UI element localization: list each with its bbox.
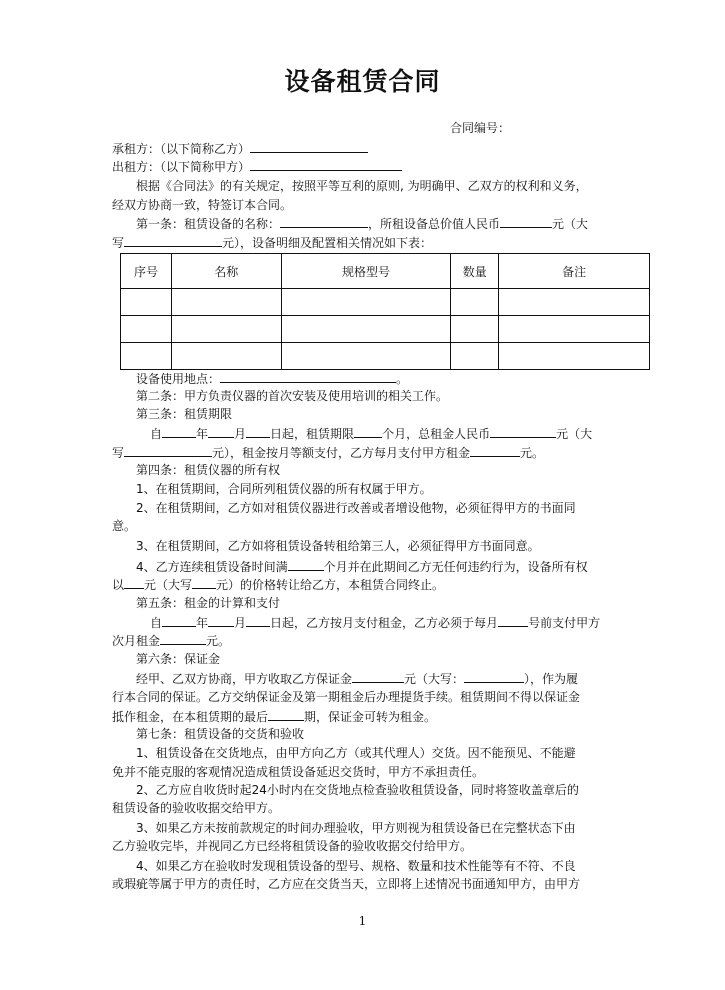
article-3-line-1: 自 年 月 日起，租赁期限 个月，总租金人民币 元（大 <box>150 427 593 441</box>
article-7-item-4b: 或瑕疵等属于甲方的责任时，乙方应在交货当天，立即将上述情况书面通知甲方，由甲方 <box>112 877 581 891</box>
article-7-item-2a: 2、乙方应自收货时起24小时内在交货地点检查验收租赁设备，同时将签收盖章后的 <box>136 783 579 797</box>
article-4-title: 第四条：租赁仪器的所有权 <box>136 463 281 477</box>
article-4-item-4a: 4、乙方连续租赁设备时间满 个月并在此期间乙方无任何违约行为，设备所有权 <box>136 560 588 574</box>
table-cell[interactable] <box>171 343 281 370</box>
table-cell[interactable] <box>499 316 650 343</box>
table-cell[interactable] <box>451 343 499 370</box>
col-header-name: 名称 <box>171 254 281 289</box>
table-cell[interactable] <box>121 316 172 343</box>
col-header-remarks: 备注 <box>499 254 650 289</box>
transfer-price-blank[interactable] <box>124 576 144 589</box>
table-cell[interactable] <box>499 343 650 370</box>
final-period-blank[interactable] <box>268 708 304 721</box>
article-6-line-2: 行本合同的保证。乙方交纳保证金及第一期租金后办理提货手续。租赁期间不得以保证金 <box>112 690 581 704</box>
lessee-line: 承租方：（以下简称乙方） <box>112 140 632 157</box>
lease-term-blank[interactable] <box>354 425 382 438</box>
page-title: 设备租赁合同 <box>284 67 441 96</box>
article-6-line-1: 经甲、乙双方协商，甲方收取乙方保证金 元（大写： ），作为履 <box>136 672 579 686</box>
total-rent-blank[interactable] <box>490 425 556 438</box>
article-5-line-1: 自 年 月 日起，乙方按月支付租金，乙方必须于每月 号前支付甲方 <box>150 616 601 630</box>
equipment-name-blank[interactable] <box>280 215 368 228</box>
intro-paragraph-2: 经双方协商一致，特签订本合同。 <box>112 198 293 212</box>
lessee-blank[interactable] <box>250 140 368 153</box>
deposit-words-blank[interactable] <box>464 670 524 683</box>
article-4-item-2a: 2、在租赁期间，乙方如对租赁仪器进行改善或者增设他物，必须征得甲方的书面同 <box>136 501 576 515</box>
total-value-words-blank[interactable] <box>124 234 222 247</box>
article-7-item-4a: 4、如果乙方在验收时发现租赁设备的型号、规格、数量和技术性能等有不符、不良 <box>136 859 576 873</box>
payment-start-day-blank[interactable] <box>246 614 270 627</box>
total-rent-words-blank[interactable] <box>124 444 212 457</box>
table-cell[interactable] <box>499 289 650 316</box>
article-7-item-1b: 免并不能克服的客观情况造成租赁设备延迟交货时，甲方不承担责任。 <box>112 765 485 779</box>
monthly-rent-blank[interactable] <box>470 444 520 457</box>
article-3-title: 第三条：租赁期限 <box>136 407 233 421</box>
article-7-item-3b: 乙方验收完毕，并视同乙方已经将租赁设备的验收收据交付给甲方。 <box>112 839 473 853</box>
article-4-item-2b: 意。 <box>112 519 137 533</box>
table-cell[interactable] <box>171 316 281 343</box>
article-6-line-3: 抵作租金，在本租赁期的最后 期，保证金可转为租金。 <box>112 710 437 724</box>
contract-number-label: 合同编号： <box>450 121 511 135</box>
table-cell[interactable] <box>281 289 451 316</box>
lessor-line: 出租方：（以下简称甲方） <box>112 158 632 175</box>
article-4-item-1: 1、在租赁期间，合同所列租赁仪器的所有权属于甲方。 <box>136 482 432 496</box>
page-number: 1 <box>358 914 367 928</box>
intro-paragraph-1: 根据《合同法》的有关规定，按照平等互利的原则, 为明确甲、乙双方的权利和义务， <box>136 179 588 193</box>
table-cell[interactable] <box>171 289 281 316</box>
payment-start-year-blank[interactable] <box>162 614 196 627</box>
table-cell[interactable] <box>281 316 451 343</box>
table-row <box>121 316 650 343</box>
equipment-table <box>120 253 650 370</box>
table-row <box>121 343 650 370</box>
article-5-line-2: 次月租金 元。 <box>112 634 231 648</box>
deposit-amount-blank[interactable] <box>352 670 404 683</box>
article-1-line-2: 写 元），设备明细及配置相关情况如下表： <box>112 236 433 250</box>
continuous-months-blank[interactable] <box>288 558 324 571</box>
next-month-rent-blank[interactable] <box>160 632 206 645</box>
table-header-row <box>121 254 650 289</box>
start-month-blank[interactable] <box>208 425 234 438</box>
usage-location-line: 设备使用地点： 。 <box>136 372 409 386</box>
article-7-item-3a: 3、如果乙方未按前款规定的时间办理验收，甲方则视为租赁设备已在完整状态下由 <box>136 821 576 835</box>
total-value-blank[interactable] <box>500 215 552 228</box>
payment-start-month-blank[interactable] <box>208 614 234 627</box>
col-header-quantity: 数量 <box>451 254 499 289</box>
start-year-blank[interactable] <box>162 425 196 438</box>
article-7-item-2b: 租赁设备的验收收据交给甲方。 <box>112 801 281 815</box>
article-7-title: 第七条：租赁设备的交货和验收 <box>136 727 305 741</box>
table-cell[interactable] <box>281 343 451 370</box>
table-cell[interactable] <box>121 289 172 316</box>
article-5-title: 第五条：租金的计算和支付 <box>136 596 281 610</box>
article-4-item-3: 3、在租赁期间，乙方如将租赁设备转租给第三人，必须征得甲方书面同意。 <box>136 539 540 553</box>
transfer-price-words-blank[interactable] <box>192 576 216 589</box>
article-6-title: 第六条：保证金 <box>136 652 221 666</box>
table-cell[interactable] <box>121 343 172 370</box>
article-1-line-1: 第一条：租赁设备的名称： ，所租设备总价值人民币 元（大 <box>136 217 589 231</box>
lessor-blank[interactable] <box>250 158 402 171</box>
payment-day-blank[interactable] <box>498 614 528 627</box>
article-3-line-2: 写 元），租金按月等额支付，乙方每月支付甲方租金 元。 <box>112 446 545 460</box>
usage-location-blank[interactable] <box>220 370 396 383</box>
col-header-index: 序号 <box>121 254 172 289</box>
table-cell[interactable] <box>451 316 499 343</box>
article-4-item-4b: 以 元（大写 元）的价格转让给乙方，本租赁合同终止。 <box>112 578 445 592</box>
col-header-spec: 规格型号 <box>281 254 451 289</box>
article-2: 第二条：甲方负责仪器的首次安装及使用培训的相关工作。 <box>136 389 449 403</box>
table-cell[interactable] <box>451 289 499 316</box>
start-day-blank[interactable] <box>246 425 270 438</box>
article-7-item-1a: 1、租赁设备在交货地点，由甲方向乙方（或其代理人）交货。因不能预见、不能避 <box>136 746 576 760</box>
table-row <box>121 289 650 316</box>
